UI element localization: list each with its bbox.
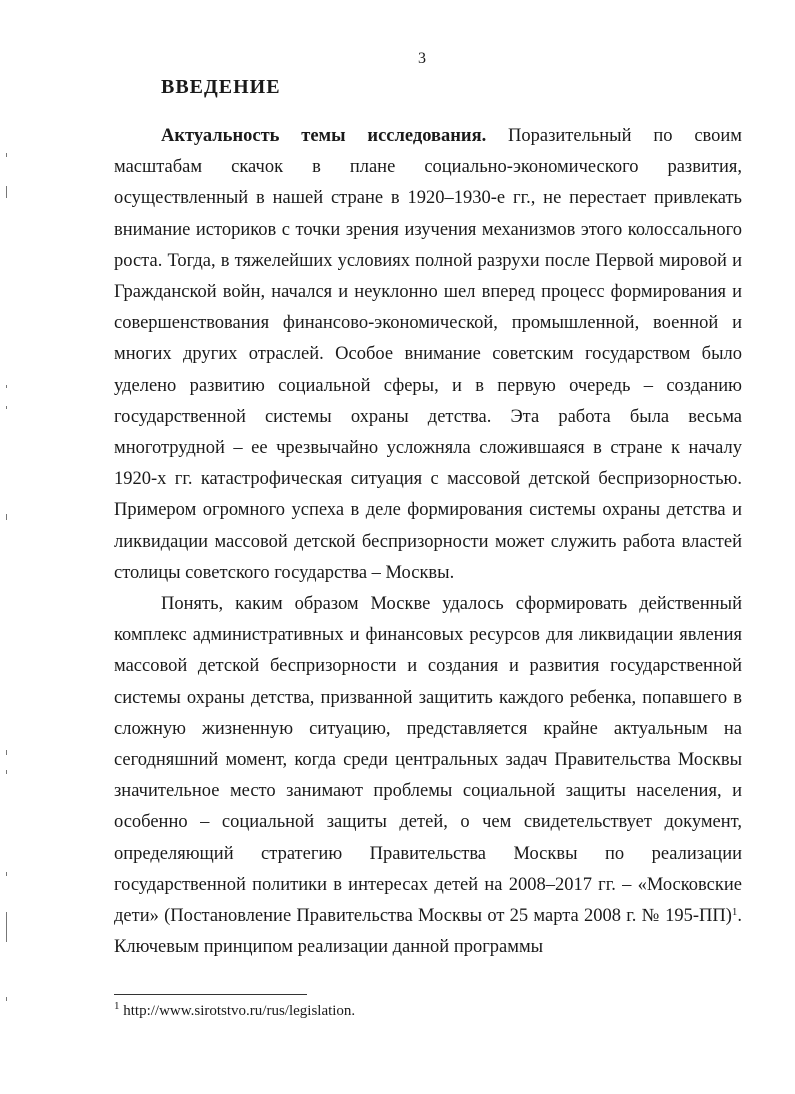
footnote-link[interactable]: http://www.sirotstvo.ru/rus/legislation. — [123, 1003, 356, 1019]
footnote-reference[interactable]: 1 — [731, 906, 738, 919]
footnote-separator — [114, 994, 307, 995]
scan-artifact — [6, 406, 7, 409]
section-heading: ВВЕДЕНИЕ — [161, 76, 281, 98]
scan-artifact — [6, 872, 7, 876]
footnote-marker: 1 — [114, 1000, 120, 1012]
scan-artifact — [6, 514, 7, 520]
scan-artifact — [6, 186, 7, 198]
scan-artifact — [6, 770, 7, 774]
paragraph-text: Понять, каким образом Москве удалось сформировать действенный комплекс административных и финансовых ресурсов для ликвидации явления массовой детской беспризорности и создания и развития государственной системы охраны детства, призванной защитить каждого ребенка, попавшего в сложную жизненную ситуацию, представляется крайне актуальным на сегодняшний момент, когда среди центральных задач Правительства Москвы значительное место занимают проблемы социальной защиты населения, и особенно – социальной защиты детей, о чем свидетельствует документ, определяющий стратегию Правительства Москвы по реализации государственной политики в интересах детей на 2008–2017 гг. – «Московские дети» (Постановление Правительства Москвы от 25 марта 2008 г. № 195-ПП) — [114, 594, 742, 927]
paragraph-lead: Актуальность темы исследования. — [161, 126, 487, 146]
page-number: 3 — [418, 50, 426, 67]
scan-artifact — [6, 750, 7, 755]
paragraph-text: Поразительный по своим масштабам скачок в плане социально-экономического развития, осуществленный в нашей стране в 1920–1930-е гг., не перестает привлекать внимание историков с точки зрения изучения механизмов этого колоссального роста. Тогда, в тяжелейших условиях полной разрухи после Первой мировой и Гражданской войн, начался и неуклонно шел вперед процесс формирования и совершенствования финансово-экономической, промышленной, военной и многих других отраслей. Особое внимание советским государством было уделено развитию социальной сферы, и в первую очередь – созданию государственной системы охраны детства. Эта работа была весьма многотрудной – ее чрезвычайно усложняла сложившаяся в стране к началу 1920-х гг. катастрофическая ситуация с массовой детской беспризорностью. Примером огромного успеха в деле формирования системы охраны детства и ликвидации массовой детской беспризорности может служить работа властей столицы советского государства – Москвы. — [114, 126, 742, 583]
scan-artifact — [6, 912, 7, 942]
paragraph-relevance — [114, 121, 742, 589]
scan-artifact — [6, 997, 7, 1001]
scan-artifact — [6, 385, 7, 388]
footnote — [114, 1000, 356, 1020]
scan-artifact — [6, 153, 7, 157]
paragraph-moscow — [114, 589, 742, 963]
body-text — [114, 121, 742, 963]
paragraph-text-continued: . Ключевым принципом реализации данной программы — [114, 906, 742, 958]
